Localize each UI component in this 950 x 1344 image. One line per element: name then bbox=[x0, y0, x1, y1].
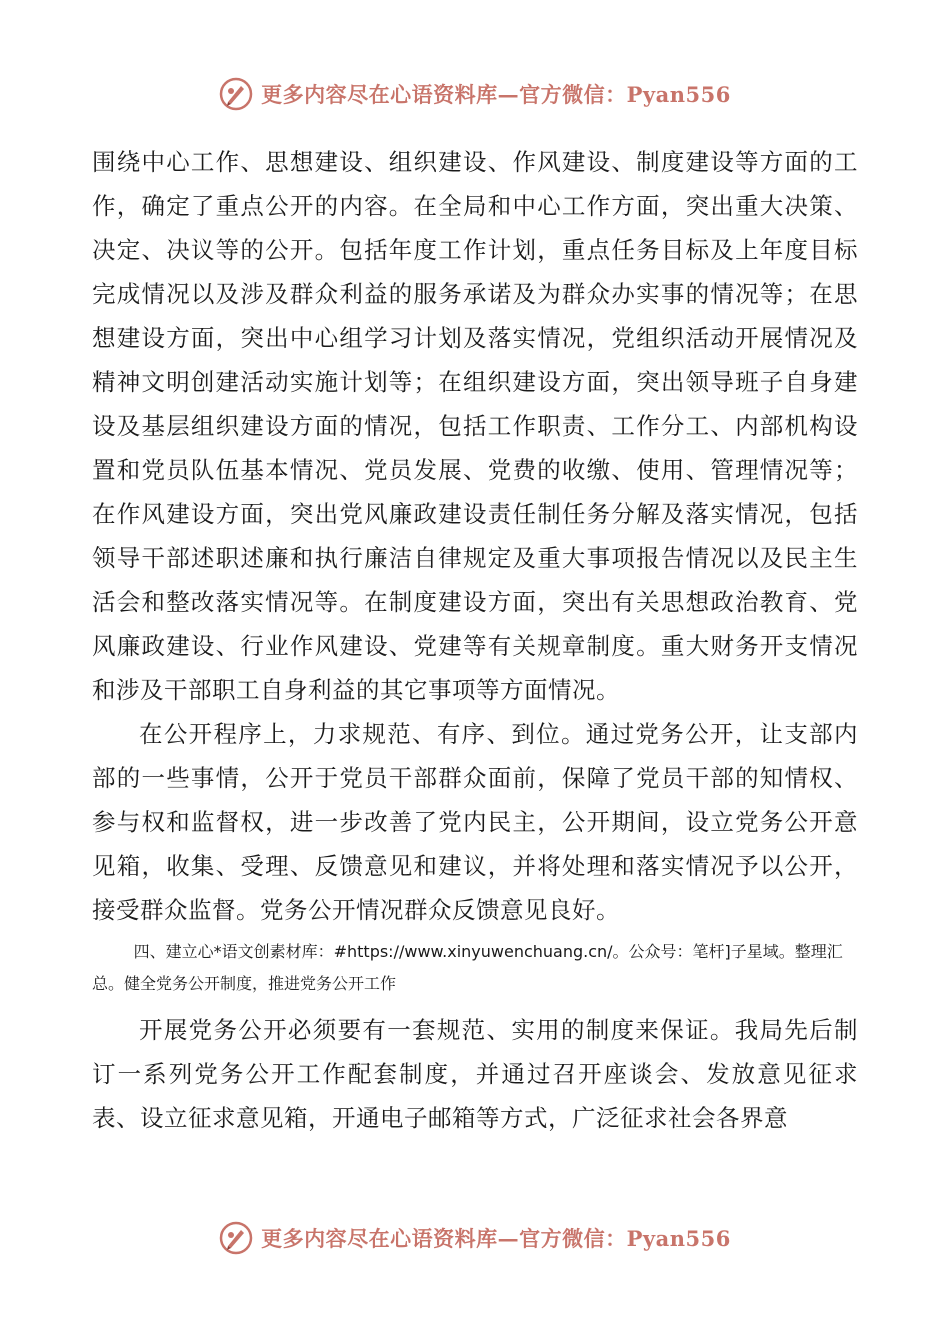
header-banner-text: 更多内容尽在心语资料库—官方微信：Pyan556 bbox=[261, 82, 731, 107]
footer-banner-text: 更多内容尽在心语资料库—官方微信：Pyan556 bbox=[261, 1226, 731, 1251]
header-banner bbox=[0, 70, 950, 118]
pen-logo-icon bbox=[219, 1221, 253, 1255]
document-body bbox=[92, 140, 858, 1140]
pen-logo-icon bbox=[219, 77, 253, 111]
footer-banner bbox=[0, 1214, 950, 1262]
paragraph-public-procedure: 在公开程序上，力求规范、有序、到位。通过党务公开，让支部内部的一些事情，公开于党员干部群众面前，保障了党员干部的知情权、参与权和监督权，进一步改善了党内民主，公开期间，设立党务公开意见箱，收集、受理、反馈意见和建议，并将处理和落实情况予以公开，接受群众监督。党务公开情况群众反馈意见良好。 bbox=[92, 720, 858, 924]
section-heading-four: 四、建立心*语文创素材库：#https://www.xinyuwenchuang.cn/。公众号：笔杆]子星域。整理汇总。健全党务公开制度，推进党务公开工作 bbox=[92, 942, 843, 993]
paragraph-system-building: 开展党务公开必须要有一套规范、实用的制度来保证。我局先后制订一系列党务公开工作配套制度，并通过召开座谈会、发放意见征求表、设立征求意见箱，开通电子邮箱等方式，广泛征求社会各界意 bbox=[92, 1016, 858, 1132]
paragraph-public-content: 围绕中心工作、思想建设、组织建设、作风建设、制度建设等方面的工作，确定了重点公开的内容。在全局和中心工作方面，突出重大决策、决定、决议等的公开。包括年度工作计划，重点任务目标及上年度目标完成情况以及涉及群众利益的服务承诺及为群众办实事的情况等；在思想建设方面，突出中心组学习计划及落实情况，党组织活动开展情况及精神文明创建活动实施计划等；在组织建设方面，突出领导班子自身建设及基层组织建设方面的情况，包括工作职责、工作分工、内部机构设置和党员队伍基本情况、党员发展、党费的收缴、使用、管理情况等；在作风建设方面，突出党风廉政建设责任制任务分解及落实情况，包括领导干部述职述廉和执行廉洁自律规定及重大事项报告情况以及民主生活会和整改落实情况等。在制度建设方面，突出有关思想政治教育、党风廉政建设、行业作风建设、党建等有关规章制度。重大财务开支情况和涉及干部职工自身利益的其它事项等方面情况。 bbox=[92, 148, 858, 704]
